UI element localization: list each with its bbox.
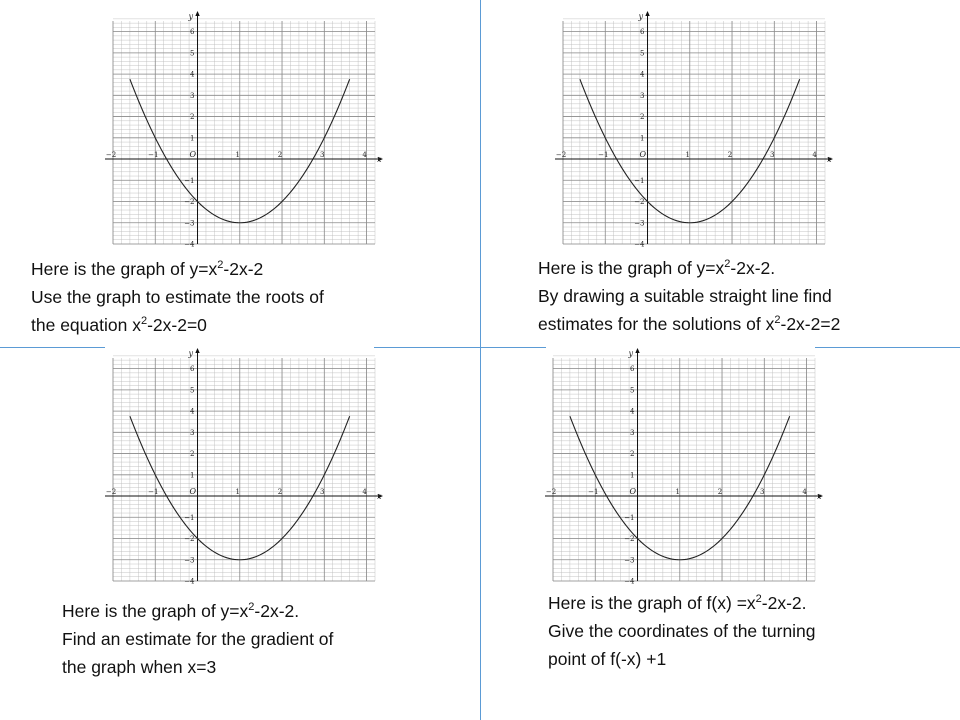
x-tick-label: −2 <box>555 151 567 160</box>
x-axis-label: x <box>377 492 382 502</box>
x-tick-label: 3 <box>320 151 325 160</box>
y-axis-label: y <box>188 349 194 358</box>
origin-label: O <box>189 487 197 497</box>
question-3-line-1: Here is the graph of $y=x^2-2x-2$. <box>62 601 300 621</box>
y-axis-arrow <box>195 11 199 16</box>
y-tick-label: 2 <box>190 450 195 459</box>
graph-svg <box>103 345 388 590</box>
y-tick-label: 6 <box>190 365 195 374</box>
y-tick-label: −3 <box>184 556 195 565</box>
question-4-line-3: point of f(-x) +1 <box>548 649 667 669</box>
y-axis-arrow <box>195 348 199 353</box>
y-tick-label: 1 <box>190 471 195 480</box>
y-tick-label: 4 <box>630 407 635 416</box>
question-1-text <box>31 255 324 339</box>
x-tick-label: 2 <box>717 488 723 497</box>
origin-label: O <box>189 150 197 160</box>
y-tick-label: 5 <box>640 49 645 58</box>
y-tick-label: −3 <box>634 219 645 228</box>
question-1-line-1: Here is the graph of $y=x^2-2x-2$ <box>31 259 264 279</box>
x-tick-label: 4 <box>812 151 817 160</box>
graph-top-right <box>553 8 838 253</box>
graph-bottom-left <box>103 345 388 590</box>
origin-label: O <box>639 150 647 160</box>
y-tick-label: −4 <box>634 240 645 249</box>
question-4-text <box>548 589 816 673</box>
y-tick-label: 1 <box>190 134 195 143</box>
x-tick-label: 2 <box>277 488 283 497</box>
question-1-line-2: Use the graph to estimate the roots of <box>31 287 324 307</box>
y-tick-label: 5 <box>190 49 195 58</box>
y-tick-label: 4 <box>640 70 645 79</box>
y-tick-label: 4 <box>190 70 195 79</box>
horizontal-divider-left <box>0 347 105 348</box>
graph-bottom-right <box>543 345 828 590</box>
y-tick-label: −2 <box>624 535 635 544</box>
x-tick-label: 1 <box>235 488 241 497</box>
y-tick-label: −1 <box>624 513 635 522</box>
x-tick-label: 3 <box>320 488 325 497</box>
origin-label: O <box>629 487 637 497</box>
x-tick-label: 4 <box>802 488 807 497</box>
y-tick-label: −1 <box>634 176 645 185</box>
horizontal-divider-middle <box>374 347 546 348</box>
y-axis-arrow <box>635 348 639 353</box>
graph-svg <box>543 345 828 590</box>
y-tick-label: 1 <box>630 471 635 480</box>
x-axis-label: x <box>377 155 382 165</box>
x-axis-label: x <box>827 155 832 165</box>
vertical-divider <box>480 0 481 720</box>
graph-top-left <box>103 8 388 253</box>
x-tick-label: 2 <box>727 151 733 160</box>
y-tick-label: 3 <box>190 428 195 437</box>
y-tick-label: −4 <box>184 577 195 586</box>
x-tick-label: −2 <box>545 488 557 497</box>
y-tick-label: 2 <box>190 113 195 122</box>
question-3-line-2: Find an estimate for the gradient of <box>62 629 334 649</box>
y-tick-label: 6 <box>190 28 195 37</box>
y-axis-label: y <box>188 12 194 21</box>
y-tick-label: 1 <box>640 134 645 143</box>
y-tick-label: −4 <box>184 240 195 249</box>
question-2-text <box>538 254 840 338</box>
x-tick-label: −1 <box>148 151 159 160</box>
y-tick-label: −2 <box>634 198 645 207</box>
y-tick-label: 5 <box>190 386 195 395</box>
x-tick-label: 4 <box>362 151 367 160</box>
question-3-text <box>62 597 333 681</box>
y-axis-arrow <box>645 11 649 16</box>
x-tick-label: −1 <box>148 488 159 497</box>
question-2-line-3: estimates for the solutions of $x^2-2x-2=2$ <box>538 314 841 334</box>
y-tick-label: 5 <box>630 386 635 395</box>
y-tick-label: −2 <box>184 535 195 544</box>
x-tick-label: 1 <box>675 488 681 497</box>
graph-svg <box>553 8 838 253</box>
question-4-line-2: Give the coordinates of the turning <box>548 621 816 641</box>
question-2-line-1: Here is the graph of $y=x^2-2x-2$. <box>538 258 776 278</box>
y-tick-label: −2 <box>184 198 195 207</box>
y-tick-label: 2 <box>640 113 645 122</box>
y-tick-label: 6 <box>630 365 635 374</box>
question-3-line-3: the graph when x=3 <box>62 657 217 677</box>
x-tick-label: 3 <box>760 488 765 497</box>
question-4-line-1: Here is the graph of $f(x) =x^2-2x-2$. <box>548 593 807 613</box>
y-tick-label: −3 <box>184 219 195 228</box>
x-axis-label: x <box>817 492 822 502</box>
y-tick-label: −1 <box>184 513 195 522</box>
y-tick-label: 2 <box>630 450 635 459</box>
y-axis-label: y <box>638 12 644 21</box>
x-tick-label: 2 <box>277 151 283 160</box>
y-tick-label: 6 <box>640 28 645 37</box>
x-tick-label: −1 <box>598 151 609 160</box>
y-axis-label: y <box>628 349 634 358</box>
x-tick-label: 1 <box>685 151 691 160</box>
horizontal-divider-right <box>815 347 960 348</box>
x-tick-label: 3 <box>770 151 775 160</box>
y-tick-label: −1 <box>184 176 195 185</box>
x-tick-label: 1 <box>235 151 241 160</box>
graph-svg <box>103 8 388 253</box>
x-tick-label: −1 <box>588 488 599 497</box>
question-1-line-3: the equation $x^2-2x-2=0$ <box>31 315 207 335</box>
y-tick-label: −3 <box>624 556 635 565</box>
question-2-line-2: By drawing a suitable straight line find <box>538 286 832 306</box>
x-tick-label: 4 <box>362 488 367 497</box>
y-tick-label: 3 <box>630 428 635 437</box>
y-tick-label: 3 <box>640 91 645 100</box>
y-tick-label: −4 <box>624 577 635 586</box>
y-tick-label: 3 <box>190 91 195 100</box>
x-tick-label: −2 <box>105 488 117 497</box>
y-tick-label: 4 <box>190 407 195 416</box>
x-tick-label: −2 <box>105 151 117 160</box>
